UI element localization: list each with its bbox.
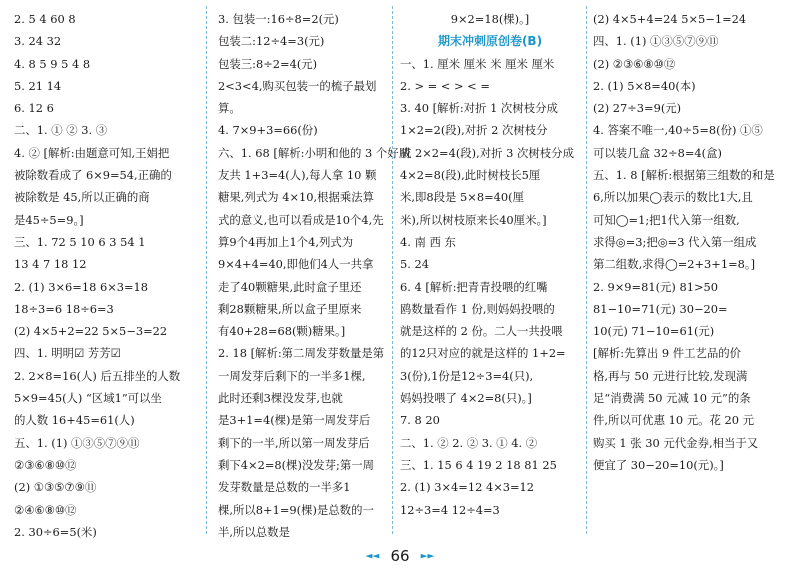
answer-line: 2. 18 [解析:第二周发芽数量是第 <box>218 346 385 361</box>
answer-line: 6. 4 [解析:把青青投喂的红嘴 <box>400 279 548 294</box>
answer-line: 4. 8 5 9 5 4 8 <box>14 56 91 71</box>
answer-line: 发芽数量是总数的一半多1 <box>218 480 351 495</box>
answer-column-1 <box>14 8 204 538</box>
answer-line: 棵,所以8+1=9(棵)是总数的一半,所以总数是 <box>218 502 374 539</box>
answer-line: 4. 答案不唯一,40÷5=8(份) ①⑤ <box>593 123 763 138</box>
double-left-arrow-icon: ◄◄ <box>365 551 380 562</box>
answer-line: 一、1. 厘米 厘米 米 厘米 厘米 <box>400 56 555 71</box>
answer-line: 购买 1 张 30 元代金券,相当于又 <box>593 435 759 450</box>
answer-line: 9×4+4=40,即他们4人一共拿 <box>218 257 374 272</box>
answer-line: 4. 7×9+3=66(份) <box>218 123 318 138</box>
column-divider <box>392 6 393 534</box>
answer-line: 米),所以树枝原来长40厘米。] <box>400 212 547 227</box>
answer-line: 足“消费满 50 元减 10 元”的条 <box>593 391 751 406</box>
answer-line: 被除数是 45,所以正确的商 <box>14 190 150 205</box>
answer-line: 2<3<4,购买包装一的梳子最划 <box>218 78 377 93</box>
answer-line: 一周发芽后剩下的一半多1棵, <box>218 368 366 383</box>
answer-line: 五、1. 8 [解析:根据第三组数的和是 <box>593 168 775 183</box>
answer-line: 3. 40 [解析:对折 1 次树枝分成 <box>400 101 558 116</box>
answer-line: 5. 21 14 <box>14 78 62 93</box>
answer-line: (2) ②③⑥⑧⑩⑫ <box>593 56 676 71</box>
answer-line: 友共 1+3=4(人),每人拿 10 颗 <box>218 168 377 183</box>
answer-line: 7. 8 20 <box>400 413 440 428</box>
answer-line: 便宜了 30−20=10(元)。] <box>593 457 724 472</box>
answer-line: 四、1. (1) ①③⑤⑦⑨⑪ <box>593 34 719 49</box>
answer-line: 格,再与 50 元进行比较,发现满 <box>593 368 748 383</box>
answer-line: (2) 4×5+2=22 5×5−3=22 <box>14 324 168 339</box>
answer-line: 就是这样的 2 份。二人一共投喂 <box>400 324 563 339</box>
answer-line: 算9个4再加上1个4,列式为 <box>218 234 354 249</box>
answer-line: 12÷3=4 12÷4=3 <box>400 502 500 517</box>
answer-line: 81−10=71(元) 30−20= <box>593 301 728 316</box>
answer-line: 剩28颗糖果,所以盒子里原来 <box>218 301 362 316</box>
column-divider <box>206 6 207 534</box>
answer-line: 件,所以可优惠 10 元。花 20 元 <box>593 413 754 428</box>
answer-line: 4. ② [解析:由题意可知,王娟把 <box>14 145 170 160</box>
answer-line: ②③⑥⑧⑩⑫ <box>14 457 77 472</box>
answer-line: 二、1. ② 2. ② 3. ① 4. ② <box>400 435 538 450</box>
answer-line: 算。 <box>218 101 241 116</box>
answer-line: 18÷3=6 18÷6=3 <box>14 301 114 316</box>
answer-line: (2) 27÷3=9(元) <box>593 101 682 116</box>
answer-line: 三、1. 15 6 4 19 2 18 81 25 <box>400 457 557 472</box>
answer-line: 此时还剩3棵没发芽,也就 <box>218 391 343 406</box>
answer-line: 1×2=2(段),对折 2 次树枝分 <box>400 123 548 138</box>
answer-line: 式的意义,也可以看成是10个4,先 <box>218 212 384 227</box>
answer-line: 6,所以加果◯表示的数比1大,且 <box>593 190 753 205</box>
double-right-arrow-icon: ►► <box>420 551 435 562</box>
answer-line: 5. 24 <box>400 257 429 272</box>
answer-line: 有40+28=68(颗)糖果。] <box>218 324 346 339</box>
answer-line: 第二组数,求得◯=2+3+1=8。] <box>593 257 756 272</box>
answer-line: 5×9=45(人) “区域1”可以坐 <box>14 391 162 406</box>
answer-column-3 <box>400 8 580 538</box>
answer-line: (2) ①③⑤⑦⑨⑪ <box>14 480 97 495</box>
page-number: 66 <box>390 547 410 565</box>
column-divider <box>586 6 587 534</box>
answer-line: 3(份),1份是12÷3=4(只), <box>400 368 534 383</box>
answer-line: 10(元) 71−10=61(元) <box>593 324 715 339</box>
answer-line: 2. (1) 3×6=18 6×3=18 <box>14 279 149 294</box>
answer-line: 成 2×2=4(段),对折 3 次树枝分成 <box>400 145 574 160</box>
answer-line: 2. 9×9=81(元) 81>50 <box>593 279 718 294</box>
answer-line: 2. (1) 3×4=12 4×3=12 <box>400 480 535 495</box>
answer-line: 剩下的一半,所以第一周发芽后 <box>218 435 370 450</box>
answer-line: 是45÷5=9。] <box>14 212 84 227</box>
answer-line: 2. (1) 5×8=40(本) <box>593 78 696 93</box>
answer-line: 6. 12 6 <box>14 101 54 116</box>
answer-line: 3. 24 32 <box>14 34 62 49</box>
answer-line: 13 4 7 18 12 <box>14 257 87 272</box>
answer-line: 四、1. 明明☑ 芳芳☑ <box>14 346 121 361</box>
answer-line: 2. > = < > < = <box>400 78 490 93</box>
answer-line: [解析:先算出 9 件工艺品的价 <box>593 346 742 361</box>
answer-line: 可以装几盒 32÷8=4(盒) <box>593 145 722 160</box>
answer-line: 2. 5 4 60 8 <box>14 12 76 26</box>
answer-line: 可知◯=1;把1代入第一组数, <box>593 212 740 227</box>
answer-line: 五、1. (1) ①③⑤⑦⑨⑪ <box>14 435 140 450</box>
answer-line: 被除数看成了 6×9=54,正确的 <box>14 168 172 183</box>
answer-line: 的人数 16+45=61(人) <box>14 413 135 428</box>
answer-line: 米,即8段是 5×8=40(厘 <box>400 190 524 205</box>
answer-line: 的12只对应的就是这样的 1+2= <box>400 346 566 361</box>
page-footer <box>0 546 800 565</box>
answer-line: 2. 2×8=16(人) 后五排坐的人数 <box>14 368 181 383</box>
answer-line: 包装二:12÷4=3(元) <box>218 34 325 49</box>
answer-line: 9×2=18(棵)。] <box>450 12 530 26</box>
answer-line: 3. 包装一:16÷8=2(元) <box>218 12 339 26</box>
answer-line: 求得◎=3;把◎=3 代入第一组成 <box>593 234 757 249</box>
answer-line: 六、1. 68 [解析:小明和他的 3 个好朋 <box>218 145 411 160</box>
answer-line: 鸥数量看作 1 份,则妈妈投喂的 <box>400 301 555 316</box>
answer-line: 2. 30÷6=5(米) <box>14 524 97 539</box>
answer-line: 妈妈投喂了 4×2=8(只)。] <box>400 391 532 406</box>
answer-column-2 <box>218 8 411 539</box>
answer-line: 三、1. 72 5 10 6 3 54 1 <box>14 234 146 249</box>
answer-line: 是3+1=4(棵)是第一周发芽后 <box>218 413 371 428</box>
answer-line: ②④⑥⑧⑩⑫ <box>14 502 77 517</box>
answer-column-4 <box>593 8 793 538</box>
answer-line: 走了40颗糖果,此时盒子里还 <box>218 279 362 294</box>
section-title: 期末冲刺原创卷(B) <box>437 34 543 49</box>
answer-line: 糖果,列式为 4×10,根据乘法算 <box>218 190 375 205</box>
answer-line: 剩下4×2=8(棵)没发芽;第一周 <box>218 457 375 472</box>
answer-line: 4. 南 西 东 <box>400 234 456 249</box>
answer-line: 包装三:8÷2=4(元) <box>218 56 318 71</box>
answer-line: (2) 4×5+4=24 5×5−1=24 <box>593 12 747 26</box>
answer-line: 二、1. ① ② 3. ③ <box>14 123 108 138</box>
answer-line: 4×2=8(段),此时树枝长5厘 <box>400 168 541 183</box>
